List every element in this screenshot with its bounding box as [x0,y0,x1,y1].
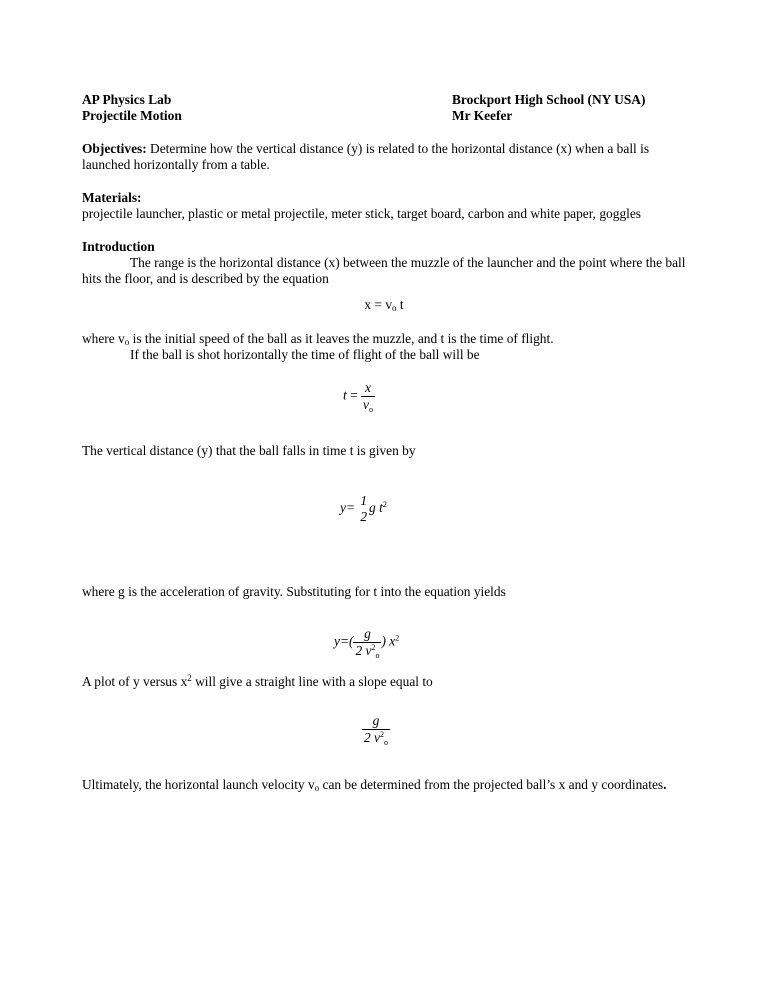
para2-b: is the initial speed of the ball as it leaves the muzzle, and t is the time of flight. [129,331,554,346]
para6-sup: 2 [187,673,192,683]
eq4-lhs: y=( [334,633,354,649]
equation-vertical-distance [340,493,387,525]
eq2-den-text: v [363,397,369,412]
eq5-den-sup: 2 [380,730,384,739]
eq2-numerator: x [365,380,371,395]
eq4-sup: 2 [395,633,400,643]
materials-text: projectile launcher, plastic or metal projectile, meter stick, target board, carbon and white paper, goggles [82,206,642,221]
eq5-denominator [362,729,390,746]
intro-paragraph-1: The range is the horizontal distance (x) between the muzzle of the launcher and the point where the ball hits the floor, and is described by the equation [82,255,686,286]
para7-a: Ultimately, the horizontal launch velocity v [82,777,315,792]
eq4-denominator [353,642,381,659]
para7-b: can be determined from the projected ball’s x and y coordinates [319,777,664,792]
para2-sub: o [124,337,130,347]
eq4-fraction [353,626,381,659]
intro-paragraph-2 [82,331,690,347]
eq1-left: x = v [364,297,393,312]
objectives-text: Determine how the vertical distance (y) is related to the horizontal distance (x) when a ball is launched horizontally from a table. [82,141,650,172]
eq5-den-sub: o [384,738,388,747]
equation-range [0,297,768,313]
eq3-denominator: 2 [360,509,368,524]
eq4-rhs: ) x [381,633,396,649]
eq4-den-sup: 2 [371,643,376,652]
para7-end: . [663,777,667,792]
header [82,92,702,126]
intro-paragraph-6 [82,674,690,690]
eq2-lhs: t [343,387,347,403]
eq3-fraction [358,493,369,525]
header-left [82,92,182,124]
para6-b: will give a straight line with a slope equal to [191,674,433,689]
objectives-label: Objectives: [82,141,147,156]
lab-title: Projectile Motion [82,108,182,123]
intro-paragraph-7 [82,777,690,793]
introduction-heading: Introduction [82,239,155,254]
eq2-fraction [361,380,375,413]
course-title: AP Physics Lab [82,92,172,107]
intro-paragraph-5: where g is the acceleration of gravity. Substituting for t into the equation yields [82,584,506,599]
school-name: Brockport High School (NY USA) [452,92,646,107]
eq5-den-text: 2 v [364,730,380,745]
eq3-numerator: 1 [360,493,368,508]
introduction-section [82,239,690,287]
eq4-den-text: 2 v [355,643,372,658]
intro-paragraph-4: The vertical distance (y) that the ball falls in time t is given by [82,443,416,458]
objectives-section [82,141,690,173]
eq4-den-sub: o [375,651,380,660]
eq5-fraction [362,713,390,746]
eq1-sub: o [392,303,397,313]
materials-section [82,190,690,222]
eq2-equals: = [350,387,358,403]
eq3-rhs: g t [369,500,383,516]
equation-slope [362,713,390,746]
materials-label: Materials: [82,190,142,205]
eq1-right: t [396,297,404,312]
equation-time-of-flight [343,380,375,413]
eq4-numerator: g [364,626,371,641]
teacher-name: Mr Keefer [452,108,513,123]
eq3-lhs: y= [340,500,355,516]
equation-substituted [334,626,399,659]
intro-paragraph-3: If the ball is shot horizontally the time of flight of the ball will be [130,347,480,362]
eq2-den-sub: o [368,405,373,414]
para7-sub: o [314,783,320,793]
para2-a: where v [82,331,125,346]
para6-a: A plot of y versus x [82,674,188,689]
eq3-sup: 2 [382,500,387,510]
eq2-denominator [361,396,375,413]
header-right [452,92,645,124]
eq5-numerator: g [372,713,380,728]
